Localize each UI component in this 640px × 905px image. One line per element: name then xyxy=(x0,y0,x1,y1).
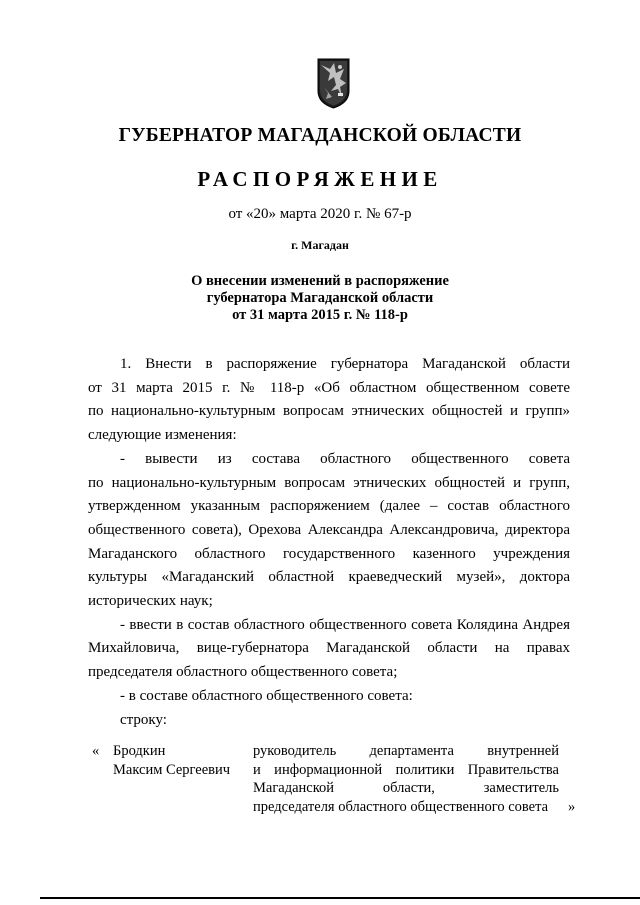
text-line: Магаданского областного государственного казенного учреждения xyxy=(88,545,570,562)
text-line: - в составе областного общественного совета: xyxy=(120,687,413,704)
order-body xyxy=(88,353,570,732)
paragraph-1 xyxy=(88,353,570,448)
member-surname: Бродкин xyxy=(113,743,166,759)
text-line: - ввести в состав областного общественного совета Колядина Андрея xyxy=(120,616,570,633)
text-line: строку: xyxy=(120,711,167,728)
order-date: от «20» марта 2020 г. № 67-р xyxy=(228,206,412,222)
paragraph-5 xyxy=(88,709,570,733)
magadan-coat-of-arms-icon xyxy=(316,57,351,109)
page-bottom-divider xyxy=(40,897,640,899)
text-line: председателя областного общественного совета; xyxy=(88,664,398,681)
governor-title: ГУБЕРНАТОР МАГАДАНСКОЙ ОБЛАСТИ xyxy=(118,125,522,146)
opening-quote: « xyxy=(92,743,100,759)
text-line: - вывести из состава областного общественного совета xyxy=(120,450,570,467)
position-line: и информационной политики Правительства xyxy=(253,761,559,778)
text-line: общественного совета), Орехова Александра Александровича, директора xyxy=(88,521,570,538)
position-line: руководитель департамента внутренней xyxy=(253,743,559,759)
text-line: 1. Внести в распоряжение губернатора Магаданской области xyxy=(120,356,570,372)
text-line: по национально-культурным вопросам этнических общностей и групп» xyxy=(88,403,570,420)
paragraph-3 xyxy=(88,614,570,685)
text-line: Михайловича, вице-губернатора Магаданской области на правах xyxy=(88,640,570,657)
text-line: по национально-культурным вопросам этнических общностей и групп, xyxy=(88,474,570,491)
member-name xyxy=(113,742,230,779)
city-label: г. Магадан xyxy=(291,238,349,252)
text-line: культуры «Магаданский областной краеведческий музей», доктора xyxy=(88,569,570,586)
text-line: следующие изменения: xyxy=(88,427,237,444)
subject-line: О внесении изменений в распоряжение xyxy=(191,273,449,289)
text-line: утвержденном указанным распоряжением (далее – состав областного xyxy=(88,498,570,515)
member-position xyxy=(253,742,559,816)
order-title: РАСПОРЯЖЕНИЕ xyxy=(197,167,443,191)
order-subject xyxy=(0,273,640,324)
subject-line: губернатора Магаданской области xyxy=(206,290,434,306)
position-line: председателя областного общественного совета xyxy=(253,798,549,815)
paragraph-4 xyxy=(88,685,570,709)
text-line: от 31 марта 2015 г. № 118-р «Об областном общественном совете xyxy=(88,379,570,396)
member-given-names: Максим Сергеевич xyxy=(113,761,231,778)
subject-line: от 31 марта 2015 г. № 118-р xyxy=(232,307,408,323)
position-line: Магаданской области, заместитель xyxy=(253,780,559,796)
closing-quote: » xyxy=(568,798,576,815)
text-line: исторических наук; xyxy=(88,593,213,610)
paragraph-2 xyxy=(88,448,570,614)
